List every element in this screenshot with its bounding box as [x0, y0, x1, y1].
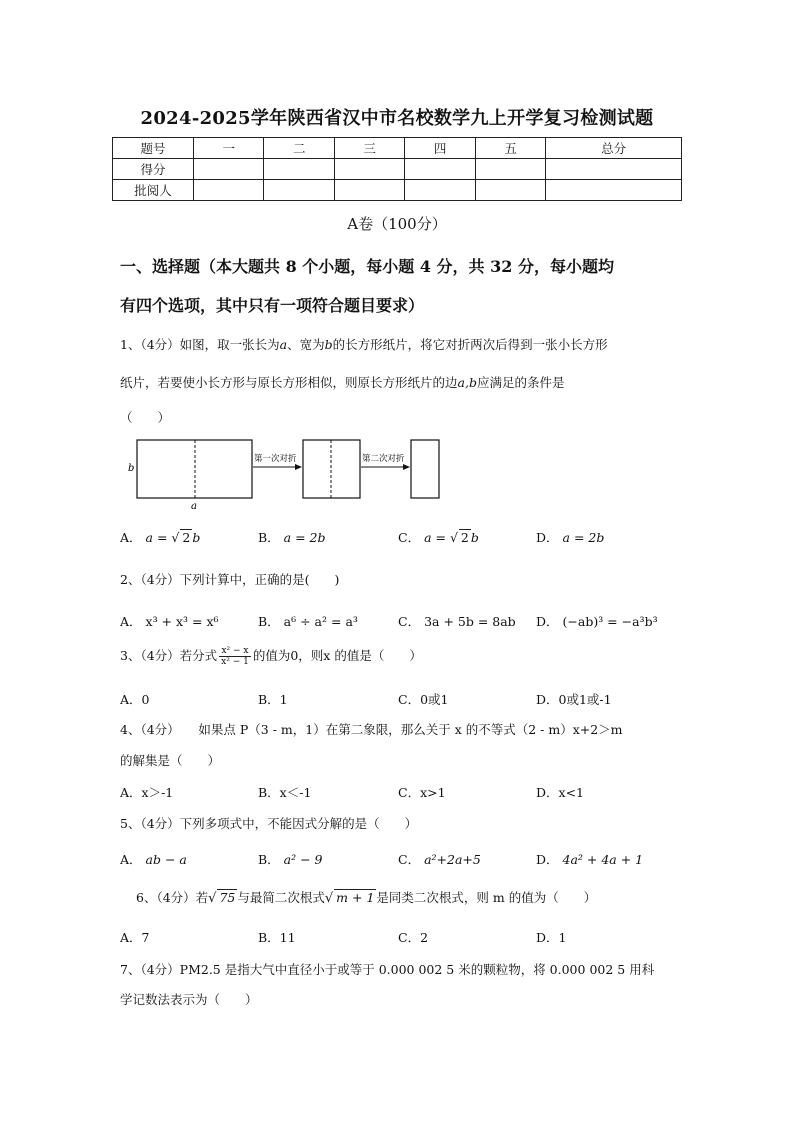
option-math: b [470, 530, 479, 545]
q1-option-b [258, 528, 326, 546]
table-cell: 一 [194, 138, 264, 159]
q1-text: 纸片，若要使小长方形与原长方形相似，则原长方形纸片的边 [120, 375, 458, 390]
option-math: a² − 9 [283, 852, 323, 867]
fraction-numerator: x² − x [219, 646, 251, 657]
q3-option-b: B．1 [258, 692, 288, 707]
q3-text: 3、（4分）若分式 [120, 648, 218, 663]
option-label: D． [536, 614, 559, 629]
table-cell [264, 159, 334, 180]
q5-option-b [258, 850, 323, 868]
option-math: (−ab)³ = −a³b³ [562, 614, 658, 629]
section-a-heading: A卷（100分） [347, 215, 447, 233]
q1-text: 、宽为 [287, 337, 325, 352]
q1-var-a: a [279, 337, 288, 352]
q1-text: 应满足的条件是 [476, 375, 565, 390]
arrowhead-1 [295, 464, 302, 470]
q2-option-c [398, 612, 516, 630]
sqrt-radicand: 2 [460, 530, 469, 545]
q7-line2: 学记数法表示为（ ） [120, 992, 258, 1007]
table-cell [334, 180, 404, 201]
table-cell [546, 159, 682, 180]
q3-text: 的值为0，则x 的值是（ ） [252, 648, 422, 663]
sqrt-radicand: 75 [219, 890, 236, 905]
radical-sign: √ [208, 891, 217, 906]
table-cell: 五 [475, 138, 545, 159]
option-label: B． [258, 530, 280, 545]
q1-line1 [120, 335, 680, 353]
q4-option-b: B．x＜-1 [258, 785, 312, 800]
option-math: 3a + 5b = 8ab [424, 614, 516, 629]
option-math: a = 2b [562, 530, 605, 545]
fold2-label: 第二次对折 [362, 454, 405, 464]
q3-option-d: D．0或1或-1 [536, 692, 612, 707]
sqrt-radicand: m + 1 [336, 890, 375, 905]
option-label: D． [536, 530, 559, 545]
table-cell: 批阅人 [113, 180, 194, 201]
fraction-denominator: x² − 1 [221, 657, 249, 667]
table-cell [475, 180, 545, 201]
q4-line1: 4、（4分） 如果点 P（3 - m，1）在第二象限，那么关于 x 的不等式（2 - m）x+2＞m [120, 722, 623, 737]
page-title: 2024-2025学年陕西省汉中市名校数学九上开学复习检测试题 [140, 108, 654, 129]
q6-option-c: C．2 [398, 930, 429, 945]
q6-option-d: D．1 [536, 930, 567, 945]
option-math: 4a² + 4a + 1 [562, 852, 644, 867]
score-table-score-row [113, 159, 682, 180]
sqrt-radicand: 2 [182, 530, 191, 545]
q1-folding-figure [120, 434, 450, 514]
part1-heading-line2: 有四个选项，其中只有一项符合题目要求） [120, 296, 425, 315]
original-rectangle [137, 440, 252, 498]
option-math: a = [145, 530, 168, 545]
quarter-rectangle [411, 440, 439, 498]
table-cell [546, 180, 682, 201]
table-cell: 得分 [113, 159, 194, 180]
q1-text: 1、（4分）如图，取一张长为 [120, 337, 280, 352]
q4-option-c: C．x>1 [398, 785, 446, 800]
option-label: C． [398, 530, 421, 545]
q4-option-d: D．x<1 [536, 785, 584, 800]
score-table-header-row [113, 138, 682, 159]
q2-stem: 2、（4分）下列计算中，正确的是( ) [120, 572, 340, 587]
q1-vars-ab: a,b [457, 375, 477, 390]
option-label: C． [398, 852, 421, 867]
q6-option-b: B．11 [258, 930, 296, 945]
q3-option-c: C．0或1 [398, 692, 449, 707]
q5-option-d [536, 850, 643, 868]
q1-option-d [536, 528, 604, 546]
q6-text: 6、（4分）若 [136, 890, 209, 905]
option-label: A． [120, 852, 142, 867]
q1-option-c: C． a = √ 2 b [398, 530, 479, 545]
table-cell [194, 159, 264, 180]
option-math: a⁶ ÷ a² = a³ [283, 614, 358, 629]
q1-line2 [120, 373, 680, 391]
label-b: b [128, 463, 135, 474]
q1-option-a: A． a = √ 2 b [120, 530, 201, 545]
radical-sign: √ [324, 891, 334, 906]
label-a: a [191, 501, 197, 512]
table-cell [194, 180, 264, 201]
q4-option-a: A．x＞-1 [120, 785, 174, 800]
q6-stem [136, 888, 696, 906]
table-cell: 题号 [113, 138, 194, 159]
option-math: a²+2a+5 [424, 852, 481, 867]
table-cell: 总分 [546, 138, 682, 159]
table-cell: 三 [334, 138, 404, 159]
part1-heading-line1: 一、选择题（本大题共 8 个小题，每小题 4 分，共 32 分，每小题均 [120, 257, 614, 276]
q2-option-a [120, 612, 219, 630]
table-cell [405, 180, 475, 201]
q6-text: 是同类二次根式，则 m 的值为（ ） [376, 890, 597, 905]
q3-fraction [219, 646, 251, 667]
table-cell [405, 159, 475, 180]
q1-var-b: b [324, 337, 333, 352]
table-cell [334, 159, 404, 180]
q2-option-d [536, 612, 658, 630]
half-rectangle [303, 440, 360, 498]
table-cell: 二 [264, 138, 334, 159]
table-cell [264, 180, 334, 201]
q1-text: 的长方形纸片，将它对折两次后得到一张小长方形 [332, 337, 608, 352]
q3-option-a: A．0 [120, 692, 150, 707]
option-label: D． [536, 852, 559, 867]
q6-text: 与最简二次根式 [237, 890, 325, 905]
table-cell: 四 [405, 138, 475, 159]
score-table [112, 137, 682, 201]
q5-stem: 5、（4分）下列多项式中，不能因式分解的是（ ） [120, 816, 418, 831]
score-table-grader-row [113, 180, 682, 201]
q4-line2: 的解集是（ ） [120, 753, 221, 768]
option-label: C． [398, 614, 421, 629]
option-math: x³ + x³ = x⁶ [145, 614, 219, 629]
option-math: b [192, 530, 201, 545]
q2-option-b [258, 612, 358, 630]
q3-stem [120, 646, 680, 667]
q1-blank: （ ） [120, 410, 171, 425]
q5-option-c [398, 850, 481, 868]
q6-option-a: A．7 [120, 930, 150, 945]
arrowhead-2 [403, 464, 410, 470]
option-math: a = 2b [283, 530, 326, 545]
option-label: B． [258, 614, 280, 629]
option-label: B． [258, 852, 280, 867]
fold1-label: 第一次对折 [254, 454, 297, 464]
q5-option-a [120, 850, 187, 868]
option-label: A． [120, 530, 142, 545]
table-cell [475, 159, 545, 180]
option-math: ab − a [145, 852, 187, 867]
q7-line1: 7、（4分）PM2.5 是指大气中直径小于或等于 0.000 002 5 米的颗粒物，将 0.000 002 5 用科 [120, 962, 655, 977]
option-label: A． [120, 614, 142, 629]
option-math: a = [424, 530, 446, 545]
